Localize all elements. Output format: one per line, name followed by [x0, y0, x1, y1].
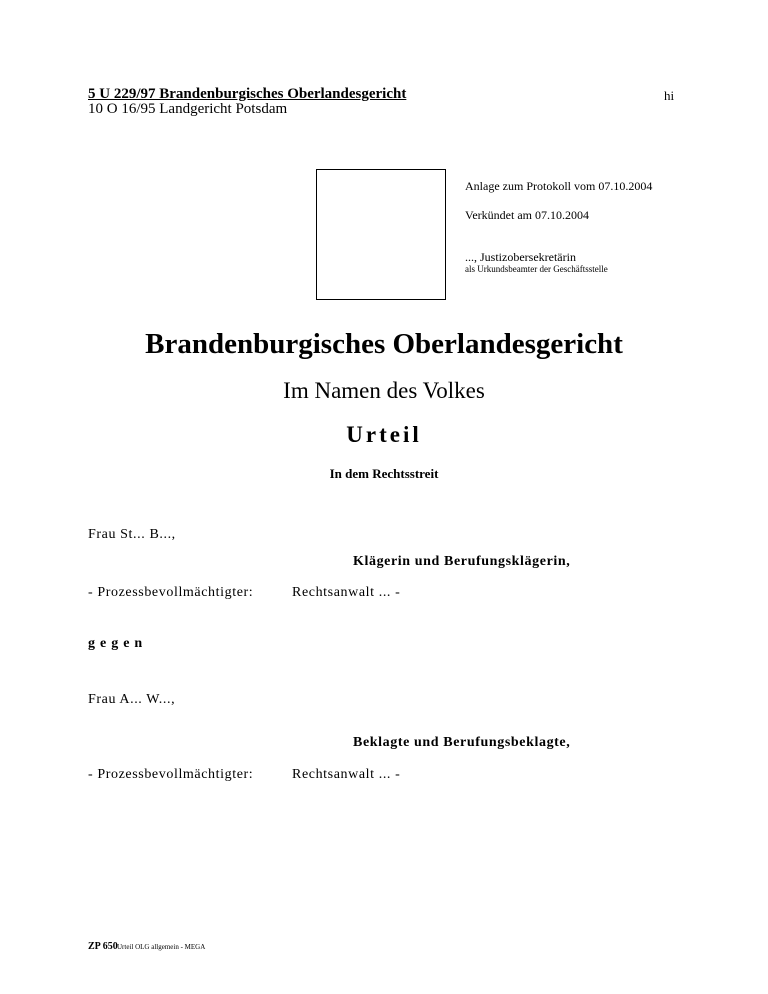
in-the-name-heading: Im Namen des Volkes	[283, 378, 485, 403]
case-number-appeal: 5 U 229/97 Brandenburgisches Oberlandesgericht	[88, 86, 407, 102]
verdict-heading: Urteil	[346, 422, 422, 447]
versus-label: gegen	[88, 636, 148, 651]
protocol-annex: Anlage zum Protokoll vom 07.10.2004	[465, 179, 653, 193]
plaintiff-counsel-label: - Prozessbevollmächtigter:	[88, 585, 254, 600]
clerk-role: als Urkundsbeamter der Geschäftsstelle	[465, 264, 608, 274]
initials: hi	[664, 88, 675, 103]
defendant-name: Frau A... W...,	[88, 692, 176, 707]
clerk-name: ..., Justizobersekretärin	[465, 250, 576, 264]
plaintiff-counsel-value: Rechtsanwalt ... -	[292, 585, 401, 600]
plaintiff-name: Frau St... B...,	[88, 527, 176, 542]
seal-box	[316, 169, 446, 300]
form-description: Urteil OLG allgemein - MEGA	[117, 943, 206, 951]
case-number-lower-court: 10 O 16/95 Landgericht Potsdam	[88, 101, 288, 117]
defendant-role: Beklagte und Berufungsbeklagte,	[353, 735, 571, 750]
dispute-heading: In dem Rechtsstreit	[329, 466, 439, 481]
pronounced-date: Verkündet am 07.10.2004	[465, 208, 589, 222]
defendant-counsel-value: Rechtsanwalt ... -	[292, 767, 401, 782]
form-code: ZP 650	[88, 941, 118, 952]
plaintiff-role: Klägerin und Berufungsklägerin,	[353, 554, 571, 569]
court-title: Brandenburgisches Oberlandesgericht	[145, 328, 623, 360]
defendant-counsel-label: - Prozessbevollmächtigter:	[88, 767, 254, 782]
